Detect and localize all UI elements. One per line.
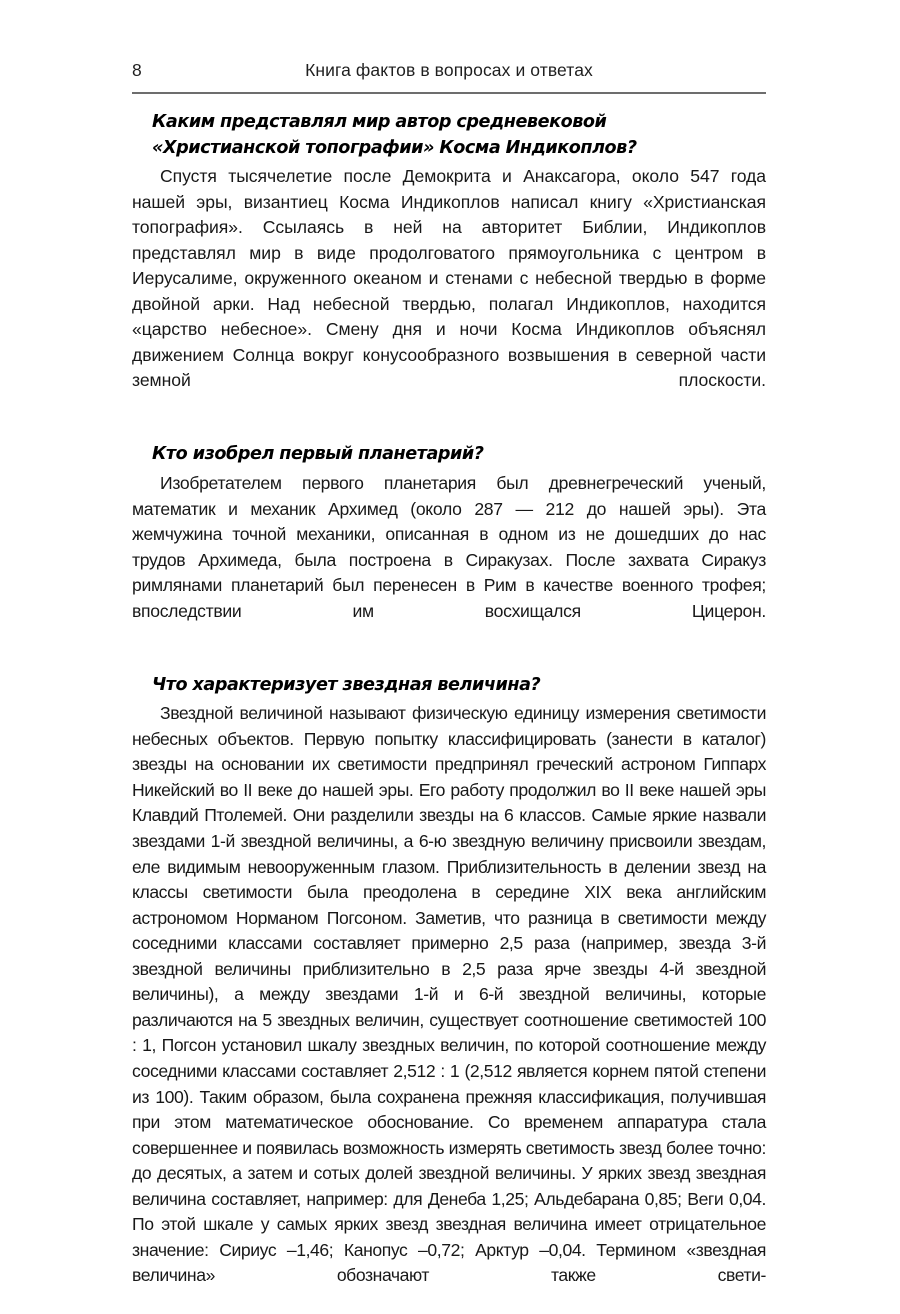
section-heading-2-line-1: Кто изобрел первый планетарий? xyxy=(152,444,484,465)
header-divider-rule xyxy=(132,92,766,94)
section-heading-1-line-1: Каким представлял мир автор средневековой xyxy=(152,112,607,132)
section-body-1: Спустя тысячелетие после Демокрита и Анаксагора, около 547 года нашей эры, византиец Косма Индикоплов написал книгу «Христианская топография». Ссылаясь в ней на авторитет Библии, Индикоплов представлял мир в виде продолговатого прямоугольника с центром в Иерусалиме, окруженного океаном и стенами с небесной твердью в форме двойной арки. Над небесной твердью, полагал Индикоплов, находится «царство небесное». Смену дня и ночи Косма Индикоплов объяснял движением Солнца вокруг конусообразного возвышения в северной части земной плоскости. xyxy=(132,166,766,391)
section-heading-3-line-1: Что характеризует звездная величина? xyxy=(152,674,541,695)
section-heading-1-line-2: «Христианской топографии» Косма Индикоплов? xyxy=(152,137,637,158)
section-body-2: Изобретателем первого планетария был древнегреческий ученый, математик и механик Архимед (около 287 — 212 до нашей эры). Эта жемчужина точной механики, описанная в одном из не дошедших до нас трудов Архимеда, была построена в Сиракузах. После захвата Сиракуз римлянами планетарий был перенесен в Рим в качестве военного трофея; впоследствии им восхищался Цицерон. xyxy=(132,472,766,621)
section-heading-2 xyxy=(132,442,766,468)
section-heading-3 xyxy=(132,673,766,699)
section-body-3: Звездной величиной называют физическую единицу измерения светимости небесных объектов. Первую попытку классифицировать (занести в каталог) звезды на основании их светимости предпринял греческий астроном Гиппарх Никейский во II веке до нашей эры. Его работу продолжил во II веке нашей эры Клавдий Птолемей. Они разделили звезды на 6 классов. Самые яркие назвали звездами 1-й звездной величины, а 6-ю звездную величину присвоили звездам, еле видимым невооруженным глазом. Приблизительность в делении звезд на классы светимости была преодолена в середине XIX века английским астрономом Норманом Погсоном. Заметив, что разница в светимости между соседними классами составляет примерно 2,5 раза (например, звезда 3-й звездной величины приблизительно в 2,5 раза ярче звезды 4-й звездной величины), а между звездами 1-й и 6-й звездной величины, которые различаются на 5 звездных величин, существует соотношение светимостей 100 : 1, Погсон установил шкалу звездных величин, по которой соотношение между соседними классами составляет 2,512 : 1 (2,512 является корнем пятой степени из 100). Таким образом, была сохранена прежняя классификация, получившая при этом математическое обоснование. Со временем аппаратура стала совершеннее и появилась возможность измерять светимость звезд более точно: до десятых, а затем и сотых долей звездной величины. У ярких звезд звездная величина составляет, например: для Денеба 1,25; Альдебарана 0,85; Веги 0,04. По этой шкале у самых ярких звезд звездная величина имеет отрицательное значение: Сириус –1,46; Канопус –0,72; Арктур –0,04. Термином «звездная величина» обозначают также свети- xyxy=(132,703,766,1286)
page-number: 8 xyxy=(132,60,142,80)
running-head xyxy=(132,58,766,88)
section-heading-1 xyxy=(132,110,766,161)
running-title: Книга фактов в вопросах и ответах xyxy=(305,60,593,80)
text-column xyxy=(132,110,766,1314)
